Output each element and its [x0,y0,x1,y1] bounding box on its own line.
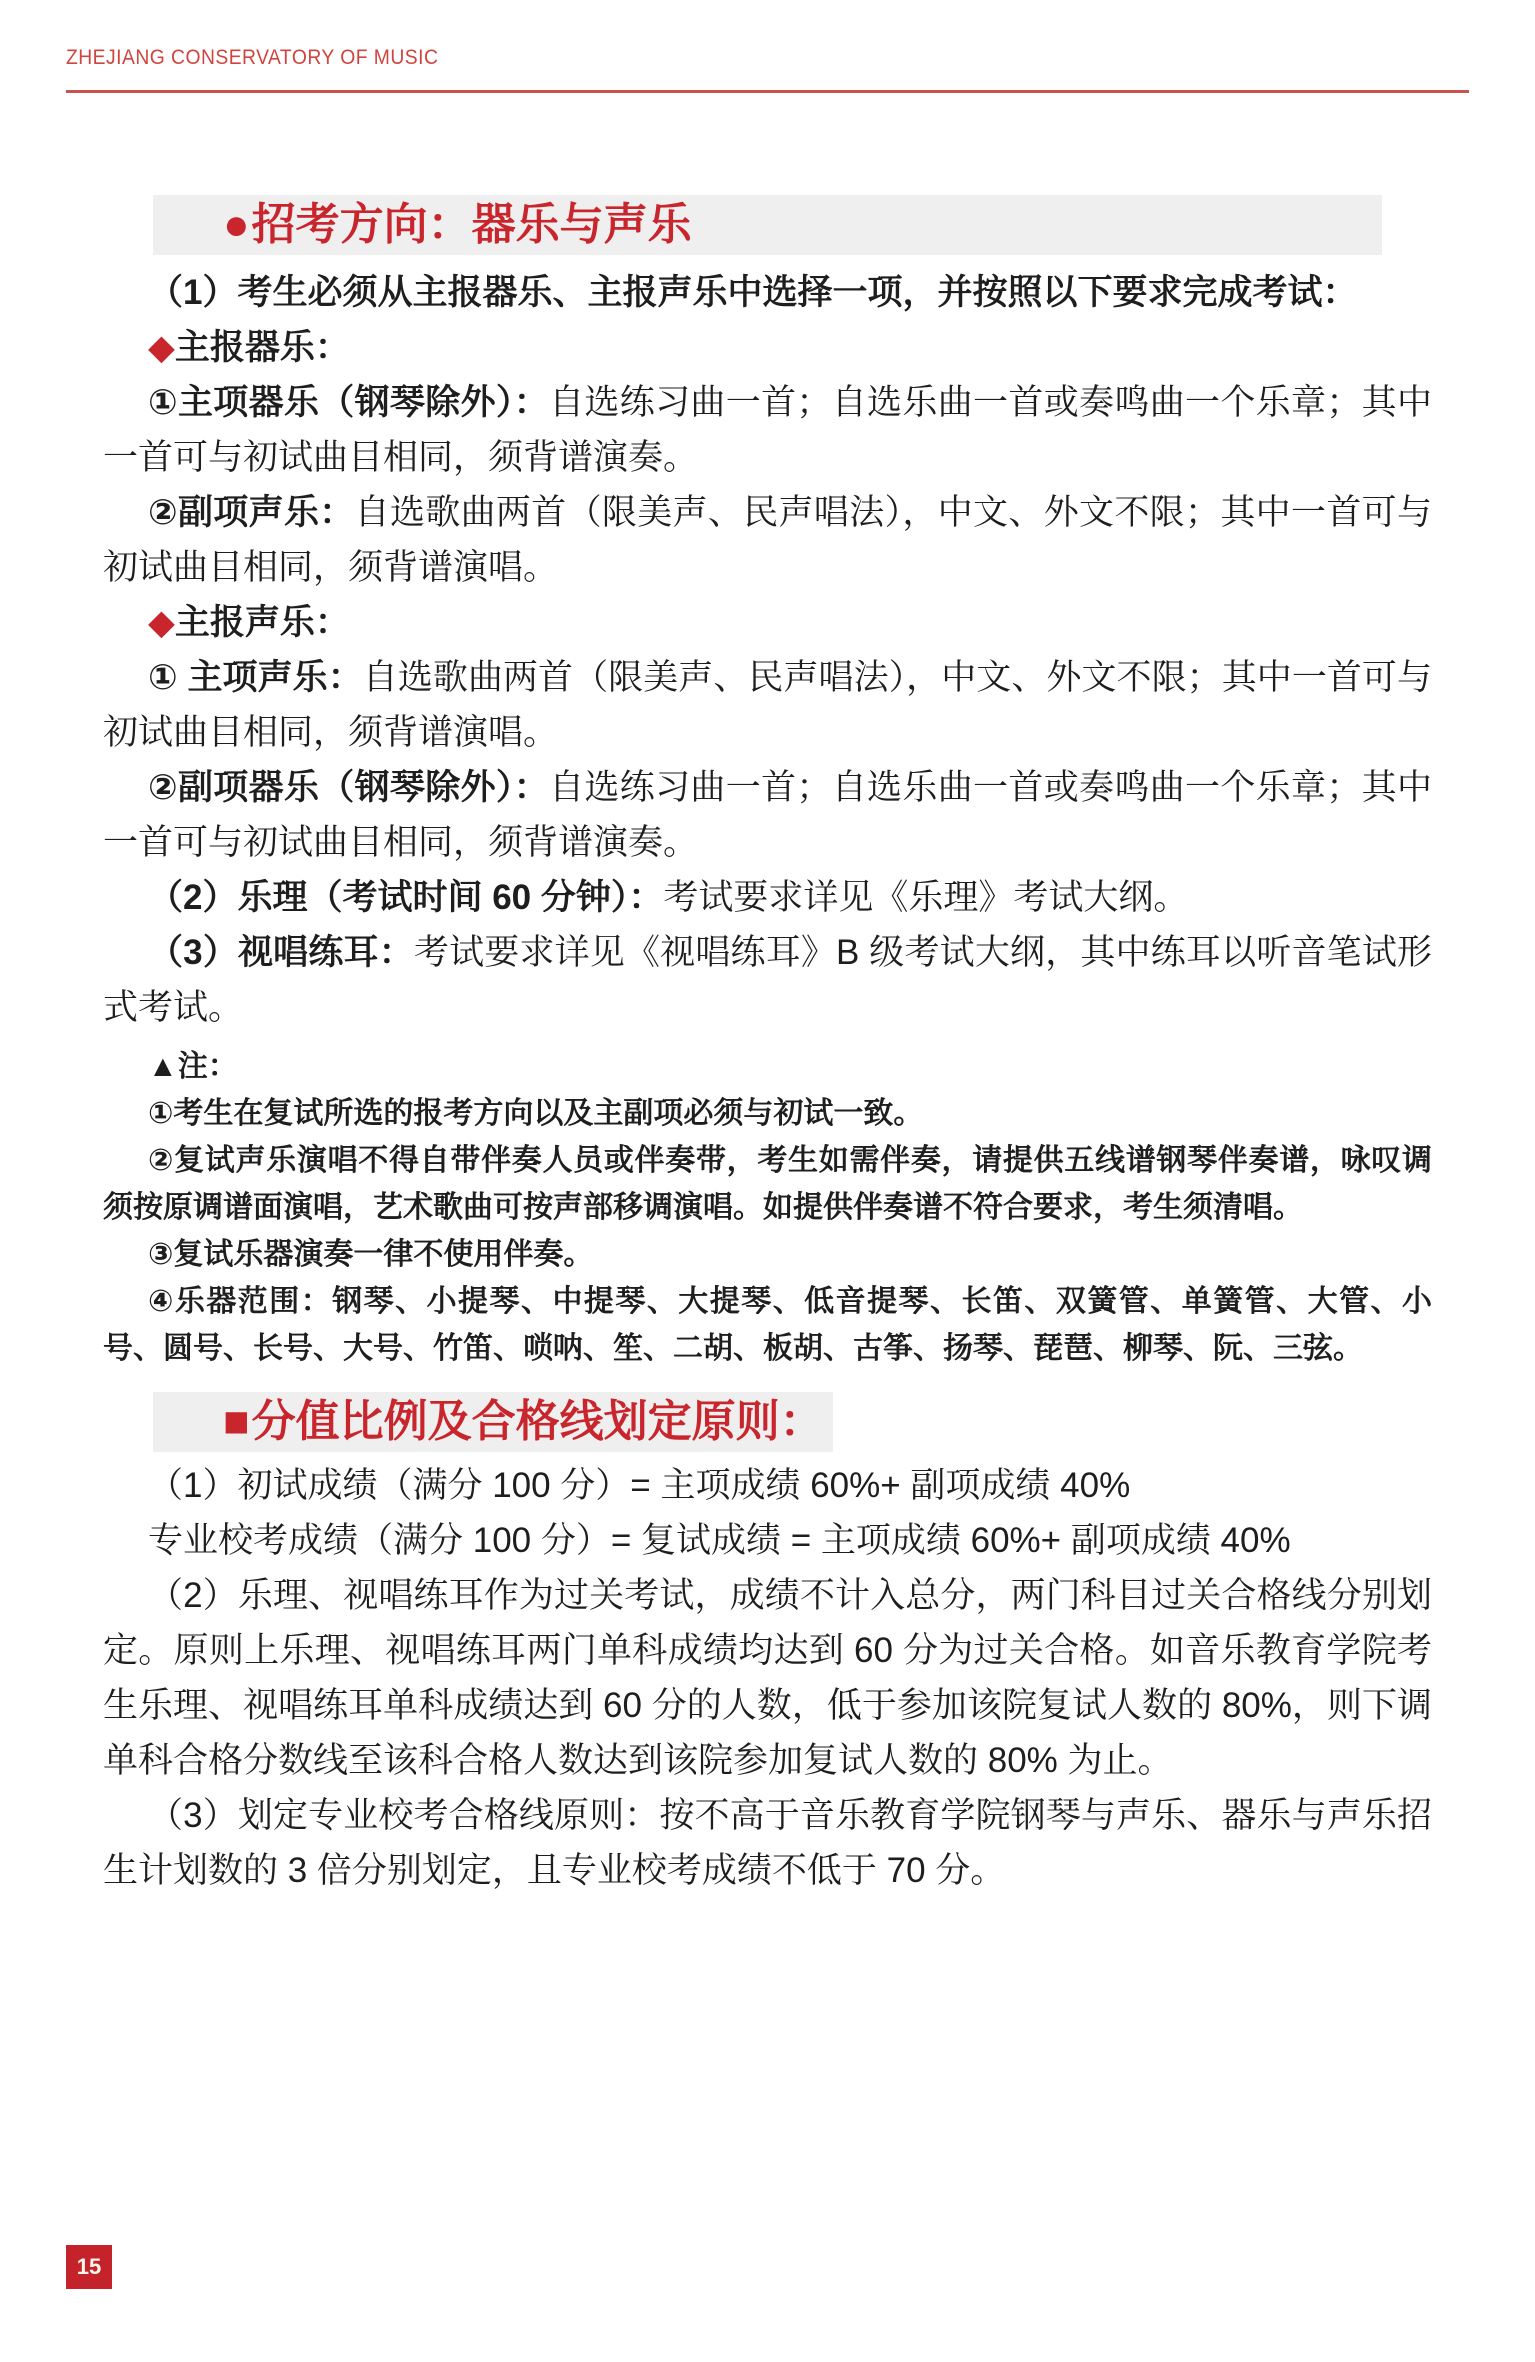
intro-text: （1）考生必须从主报器乐、主报声乐中选择一项，并按照以下要求完成考试： [148,273,1358,312]
intro-paragraph [103,265,1432,320]
note-title [103,1043,1432,1090]
square-bullet-icon: ■ [223,1397,250,1446]
item-lead: ②副项声乐： [148,493,355,532]
diamond-icon: ◆ [148,328,175,367]
note-item: ①考生在复试所选的报考方向以及主副项必须与初试一致。 [148,1097,924,1130]
item-lead: （3）视唱练耳： [148,933,414,972]
note-item: ③复试乐器演奏一律不使用伴奏。 [148,1238,594,1271]
qualification-paragraph: （3）划定专业校考合格线原则：按不高于音乐教育学院钢琴与声乐、器乐与声乐招生计划数的 3 倍分别划定，且专业校考成绩不低于 70 分。 [103,1796,1432,1890]
score-formula-paragraph: 专业校考成绩（满分 100 分）= 复试成绩 = 主项成绩 60%+ 副项成绩 40% [148,1521,1291,1560]
item-rest: 自选练习曲一首；自选乐曲一首或奏鸣曲一个乐章；其中一首可与初试曲目相同，须背谱演奏。 [103,383,1432,477]
note-item: ②复试声乐演唱不得自带伴奏人员或伴奏带，考生如需伴奏，请提供五线谱钢琴伴奏谱，咏叹调须按原调谱面演唱，艺术歌曲可按声部移调演唱。如提供伴奏谱不符合要求，考生须清唱。 [103,1144,1432,1224]
item-rest: 自选歌曲两首（限美声、民声唱法），中文、外文不限；其中一首可与初试曲目相同，须背谱演唱。 [103,493,1432,587]
item-paragraph [103,375,1432,485]
section1-heading: 招考方向：器乐与声乐 [251,200,692,249]
triangle-icon: ▲ [148,1050,178,1083]
diamond-icon: ◆ [148,603,175,642]
item-rest: 自选练习曲一首；自选乐曲一首或奏鸣曲一个乐章；其中一首可与初试曲目相同，须背谱演奏。 [103,768,1432,862]
page-number-badge: 15 [66,2245,112,2289]
section2-heading-bar [153,1392,833,1452]
pass-line-paragraph: （2）乐理、视唱练耳作为过关考试，成绩不计入总分，两门科目过关合格线分别划定。原则上乐理、视唱练耳两门单科成绩均达到 60 分为过关合格。如音乐教育学院考生乐理、视唱练耳单科成绩达到 60 分的人数，低于参加该院复试人数的 80%，则下调单科合格分数线至该科合格人数达到该院参加复试人数的 80% 为止。 [103,1576,1432,1780]
circle-bullet-icon: ● [223,200,250,249]
note-item: ④乐器范围：钢琴、小提琴、中提琴、大提琴、低音提琴、长笛、双簧管、单簧管、大管、小号、圆号、长号、大号、竹笛、唢呐、笙、二胡、板胡、古筝、扬琴、琵琶、柳琴、阮、三弦。 [103,1285,1432,1365]
brand-header: ZHEJIANG CONSERVATORY OF MUSIC [66,46,439,69]
item-paragraph [103,925,1432,1035]
item-paragraph [103,760,1432,870]
header-rule [66,90,1469,93]
subheading-vocal [103,595,1432,650]
item-rest: 自选歌曲两首（限美声、民声唱法），中文、外文不限；其中一首可与初试曲目相同，须背谱演唱。 [103,658,1432,752]
item-paragraph [103,650,1432,760]
subheading-vocal-label: 主报声乐： [174,603,350,642]
item-paragraph [103,485,1432,595]
item-rest: 考试要求详见《视唱练耳》B 级考试大纲，其中练耳以听音笔试形式考试。 [103,933,1432,1027]
page-content [103,195,1432,1898]
section1-heading-bar [153,195,1382,255]
item-lead: ① 主项声乐： [148,658,363,697]
section2-heading: 分值比例及合格线划定原则： [251,1397,824,1446]
note-title-label: 注： [177,1050,238,1083]
item-lead: ②副项器乐（钢琴除外）： [148,768,550,807]
subheading-instrumental [103,320,1432,375]
item-paragraph [103,870,1432,925]
score-formula-paragraph: （1）初试成绩（满分 100 分）= 主项成绩 60%+ 副项成绩 40% [148,1466,1131,1505]
item-lead: （2）乐理（考试时间 60 分钟）： [148,878,664,917]
subheading-instrumental-label: 主报器乐： [174,328,350,367]
item-lead: ①主项器乐（钢琴除外）： [148,383,550,422]
item-rest: 考试要求详见《乐理》考试大纲。 [663,878,1189,917]
